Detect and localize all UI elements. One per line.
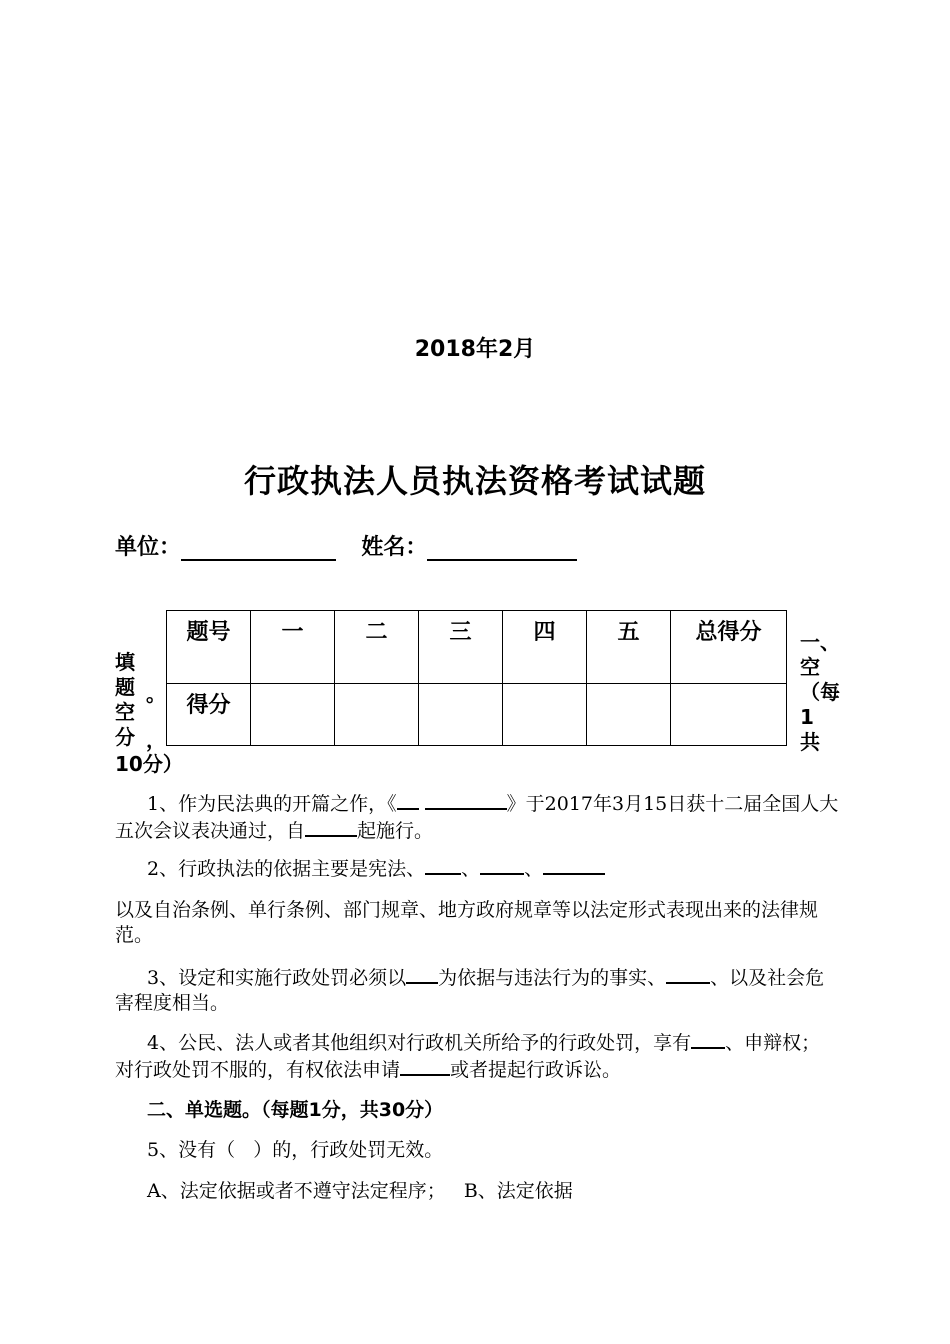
q2-sep: 、 <box>524 858 544 880</box>
question-5: 5、没有（ ）的，行政处罚无效。 <box>147 1139 444 1161</box>
q2-blank-c[interactable] <box>543 855 605 875</box>
section1-char: 1 <box>800 705 814 729</box>
score-cell[interactable] <box>335 684 419 746</box>
question-1 <box>115 790 839 844</box>
page-title: 行政执法人员执法资格考试试题 <box>243 462 706 500</box>
score-table-header-row <box>167 611 787 684</box>
section1-tail: 10分） <box>115 752 183 776</box>
section1-char: 题 <box>115 675 135 699</box>
question-4 <box>115 1029 839 1083</box>
q3-blank-a[interactable] <box>406 964 438 984</box>
q3-text: 为依据与违法行为的事实、 <box>438 967 667 989</box>
section1-char: （每 <box>800 680 840 704</box>
q2-sep: 、 <box>461 858 481 880</box>
exam-date: 2018年2月 <box>414 337 536 362</box>
q2-blank-b[interactable] <box>480 855 524 875</box>
q4-text: 、申辩权；对行政处罚不服的，有权依法申请 <box>115 1032 821 1081</box>
unit-field[interactable] <box>181 535 336 561</box>
q3-blank-b[interactable] <box>666 964 710 984</box>
question-2-cont: 以及自治条例、单行条例、部门规章、地方政府规章等以法定形式表现出来的法律规范。 <box>115 899 819 946</box>
score-cell[interactable] <box>251 684 335 746</box>
table-header-cell: 五 <box>587 611 671 684</box>
score-row-label: 得分 <box>167 684 251 746</box>
q1-text: 1、作为民法典的开篇之作，《 <box>147 793 397 815</box>
score-cell[interactable] <box>503 684 587 746</box>
info-line <box>115 530 577 561</box>
unit-label: 单位： <box>115 535 182 560</box>
table-header-cell: 一 <box>251 611 335 684</box>
q4-blank-a[interactable] <box>691 1029 725 1049</box>
section2-heading: 二、单选题。（每题1分，共30分） <box>147 1099 444 1121</box>
q3-text: 3、设定和实施行政处罚必须以 <box>147 967 407 989</box>
section1-heading-right <box>800 630 840 755</box>
question-3 <box>115 964 839 1016</box>
q4-blank-b[interactable] <box>400 1056 450 1076</box>
section1-char: 分 <box>115 725 135 749</box>
q4-text: 4、公民、法人或者其他组织对行政机关所给予的行政处罚，享有 <box>147 1032 692 1054</box>
table-header-cell: 总得分 <box>671 611 787 684</box>
q4-text: 或者提起行政诉讼。 <box>450 1059 622 1081</box>
section1-char: 填 <box>115 650 135 674</box>
section1-comma: ， <box>146 728 166 752</box>
table-header-cell: 题号 <box>167 611 251 684</box>
question-2 <box>115 855 839 882</box>
section1-period: 。 <box>146 682 166 706</box>
table-header-cell: 三 <box>419 611 503 684</box>
score-cell[interactable] <box>587 684 671 746</box>
score-cell[interactable] <box>419 684 503 746</box>
section1-char: 空 <box>800 655 820 679</box>
section1-char: 空 <box>115 700 135 724</box>
q1-blank-b[interactable] <box>425 790 507 810</box>
name-label: 姓名： <box>361 535 428 560</box>
score-table-score-row <box>167 684 787 746</box>
name-field[interactable] <box>427 535 577 561</box>
q1-text: 》于2017年3月15日获十二届全国人大五次会议表决通过，自 <box>115 793 839 842</box>
q2-blank-a[interactable] <box>425 855 461 875</box>
q1-blank-c[interactable] <box>305 817 357 837</box>
q3-text: 、以及社会危害程度相当。 <box>115 967 825 1014</box>
section1-char: 共 <box>800 730 820 754</box>
question-5-options: A、法定依据或者不遵守法定程序； B、法定依据 <box>147 1180 573 1202</box>
q2-text: 2、行政执法的依据主要是宪法、 <box>147 858 426 880</box>
table-header-cell: 二 <box>335 611 419 684</box>
table-header-cell: 四 <box>503 611 587 684</box>
section1-char: 一、 <box>800 630 840 654</box>
score-cell[interactable] <box>671 684 787 746</box>
score-table <box>166 610 787 746</box>
section1-heading-left <box>113 650 137 750</box>
q1-blank-a[interactable] <box>397 790 419 810</box>
q1-text: 起施行。 <box>357 820 434 842</box>
